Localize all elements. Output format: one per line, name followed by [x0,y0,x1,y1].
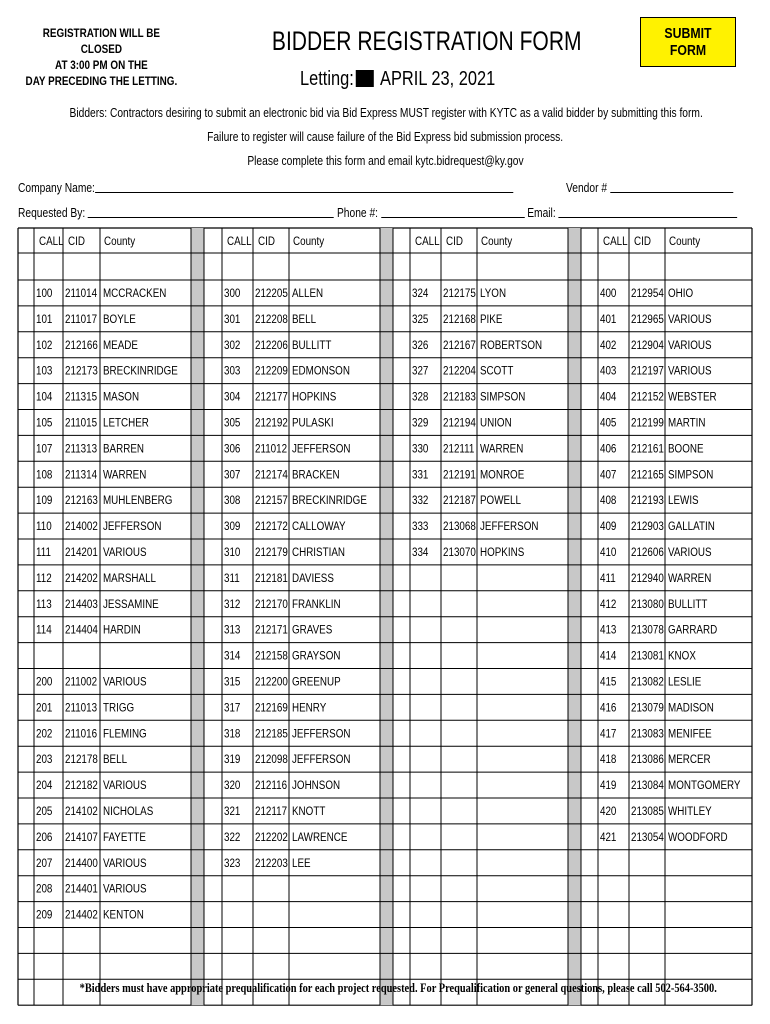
column-header-cid: CID [68,235,85,249]
closing-notice-line: DAY PRECEDING THE LETTING. [25,76,178,88]
column-header-county: County [104,235,136,249]
call-number: 408 [600,494,617,508]
county-name: MADISON [668,701,714,715]
cid-number: 213054 [631,831,664,845]
call-number: 404 [600,390,617,404]
cid-number: 212177 [255,390,288,404]
cid-number: 212116 [255,779,288,793]
call-number: 419 [600,779,617,793]
county-name: BRACKEN [292,468,340,482]
cid-number: 214402 [65,908,98,922]
cid-number: 212165 [631,468,664,482]
cid-number: 212204 [443,364,476,378]
county-name: CALLOWAY [292,520,346,534]
county-name: HARDIN [103,623,141,637]
county-name: DAVIESS [292,572,334,586]
cid-number: 214401 [65,882,98,896]
county-name: BRECKINRIDGE [103,364,178,378]
column-header-call: CALL [415,235,440,249]
county-name: MERCER [668,753,711,767]
cid-number: 212606 [631,546,664,560]
county-name: ROBERTSON [480,338,543,353]
call-number: 329 [412,416,429,430]
cid-number: 212203 [255,856,288,871]
cid-number: 212170 [255,597,288,612]
county-name: WARREN [103,468,147,482]
county-name: WARREN [668,572,712,586]
prequalification-note-text: *Bidders must have appropriate prequalification for each project requested. For Prequalification or general questions, please call 502-564-3500. [79,980,717,995]
cid-number: 214201 [65,546,98,560]
column-header-call: CALL [227,235,252,249]
cid-number: 212202 [255,831,288,845]
cid-number: 213070 [443,546,476,560]
call-number: 203 [36,753,53,767]
county-name: WHITLEY [668,805,712,819]
company-name-label: Company Name: [18,181,95,195]
column-header-call: CALL [39,235,64,249]
call-number: 101 [36,313,53,327]
cid-number: 211016 [65,727,98,741]
call-number: 114 [36,623,52,637]
county-name: GRAYSON [292,649,341,663]
county-name: KENTON [103,908,144,922]
call-number: 308 [224,494,241,508]
cid-number: 213078 [631,623,664,637]
call-number: 113 [36,597,52,612]
county-name: WOODFORD [668,831,728,845]
county-name: JEFFERSON [292,753,351,767]
column-header-call: CALL [603,235,628,249]
county-name: BARREN [103,442,144,456]
cid-number: 211017 [65,313,98,327]
instructions-text: Bidders: Contractors desiring to submit an electronic bid via Bid Express MUST register with KYTC as a valid bidder by submitting this form. [69,106,703,120]
call-number: 304 [224,390,241,404]
call-number: 107 [36,442,53,456]
cid-number: 212168 [443,313,476,327]
county-name: HOPKINS [480,546,525,560]
vendor-number-label: Vendor # [566,181,608,195]
county-name: LESLIE [668,675,702,689]
cid-number: 214403 [65,597,98,612]
cid-number: 213083 [631,727,664,741]
county-name: BRECKINRIDGE [292,494,367,508]
county-name: VARIOUS [668,338,712,353]
requested-by-label: Requested By: [18,206,86,220]
call-number: 313 [224,623,241,637]
call-number: 314 [224,649,241,663]
county-name: VARIOUS [668,546,712,560]
call-number: 328 [412,390,429,404]
cid-number: 212192 [255,416,288,430]
call-number: 411 [600,572,616,586]
county-name: GALLATIN [668,520,715,534]
call-number: 104 [36,390,53,404]
cid-number: 213081 [631,649,664,663]
county-name: SIMPSON [480,390,526,404]
call-number: 302 [224,338,241,353]
county-name: EDMONSON [292,364,350,378]
county-name: LETCHER [103,416,149,430]
call-number: 417 [600,727,617,741]
cid-number: 212904 [631,338,664,353]
cid-number: 214202 [65,572,98,586]
cid-number: 212208 [255,313,288,327]
cid-number: 213085 [631,805,664,819]
cid-number: 212199 [631,416,664,430]
county-name: FLEMING [103,727,147,741]
county-name: JEFFERSON [292,442,351,456]
cid-number: 212111 [443,442,475,456]
call-number: 100 [36,287,53,301]
call-number: 403 [600,364,617,378]
call-number: 317 [224,701,241,715]
call-number: 321 [224,805,241,819]
call-number: 303 [224,364,241,378]
county-name: NICHOLAS [103,805,154,819]
county-name: ALLEN [292,287,324,301]
call-number: 207 [36,856,53,871]
call-number: 421 [600,831,617,845]
county-name: GRAVES [292,623,333,637]
column-header-county: County [481,235,513,249]
column-header-county: County [669,235,701,249]
closing-notice-line: AT 3:00 PM ON THE [55,60,148,72]
instructions-text: Please complete this form and email kytc.bidrequest@ky.gov [246,154,524,168]
county-name: HOPKINS [292,390,337,404]
letting-date: APRIL 23, 2021 [380,68,496,90]
cid-number: 213080 [631,597,664,612]
cid-number: 212172 [255,520,288,534]
prequalification-note [0,980,770,996]
cid-number: 212185 [255,727,288,741]
cid-number: 212173 [65,364,98,378]
county-name: MUHLENBERG [103,494,173,508]
call-number: 112 [36,572,52,586]
cid-number: 212954 [631,287,664,301]
call-number: 200 [36,675,53,689]
call-number: 110 [36,520,52,534]
cid-number: 212158 [255,649,288,663]
county-name: WEBSTER [668,390,717,404]
county-name: JESSAMINE [103,597,159,612]
call-number: 420 [600,805,617,819]
call-number: 320 [224,779,241,793]
call-number: 311 [224,572,240,586]
cid-number: 212193 [631,494,664,508]
county-name: VARIOUS [103,675,147,689]
call-number: 402 [600,338,617,353]
county-name: VARIOUS [668,364,712,378]
cid-number: 211313 [65,442,98,456]
call-number: 111 [36,546,51,560]
cid-number: 212167 [443,338,476,353]
call-number: 412 [600,597,617,612]
call-number: 306 [224,442,241,456]
cid-number: 213082 [631,675,664,689]
county-name: POWELL [480,494,521,508]
cid-number: 213068 [443,520,476,534]
call-number: 400 [600,287,617,301]
call-number: 103 [36,364,53,378]
call-number: 322 [224,831,241,845]
cid-number: 212157 [255,494,288,508]
closing-notice-line: REGISTRATION WILL BE CLOSED [42,28,161,56]
call-number: 305 [224,416,241,430]
call-number: 416 [600,701,617,715]
county-name: BOYLE [103,313,136,327]
call-number: 407 [600,468,617,482]
cid-number: 211002 [65,675,98,689]
call-number: 319 [224,753,241,767]
county-name: LEE [292,856,311,871]
county-name: PIKE [480,313,503,327]
county-name: LYON [480,287,507,301]
call-number: 325 [412,313,429,327]
cid-number: 212171 [255,623,288,637]
instructions-text: Failure to register will cause failure of the Bid Express bid submission process. [206,130,564,144]
call-number: 102 [36,338,53,353]
call-number: 323 [224,856,241,871]
cid-number: 212178 [65,753,98,767]
call-number: 105 [36,416,53,430]
cid-number: 211013 [65,701,98,715]
cid-number: 212183 [443,390,476,404]
cid-number: 212179 [255,546,288,560]
cid-number: 212903 [631,520,664,534]
cid-number: 212182 [65,779,98,793]
call-number: 300 [224,287,241,301]
county-name: TRIGG [103,701,135,715]
page-title: BIDDER REGISTRATION FORM [271,26,582,56]
cid-number: 214107 [65,831,98,845]
call-number: 307 [224,468,241,482]
call-number: 405 [600,416,617,430]
call-number: 201 [36,701,53,715]
call-number: 204 [36,779,53,793]
call-number: 209 [36,908,53,922]
call-number: 206 [36,831,53,845]
cid-number: 212152 [631,390,664,404]
cid-number: 211015 [65,416,98,430]
county-name: VARIOUS [103,779,147,793]
county-name: JEFFERSON [103,520,162,534]
call-number: 301 [224,313,241,327]
cid-number: 214002 [65,520,98,534]
cid-number: 212174 [255,468,288,482]
cid-number: 212187 [443,494,476,508]
call-number: 327 [412,364,429,378]
call-number: 331 [412,468,429,482]
county-name: KNOX [668,649,696,663]
cid-number: 211014 [65,287,98,301]
county-name: VARIOUS [103,856,147,871]
cid-number: 211315 [65,390,98,404]
county-name: BELL [103,753,128,767]
call-number: 410 [600,546,617,560]
county-name: MCCRACKEN [103,287,167,301]
county-name: JEFFERSON [480,520,539,534]
call-number: 413 [600,623,617,637]
county-name: PULASKI [292,416,334,430]
county-name: LEWIS [668,494,699,508]
county-name: CHRISTIAN [292,546,346,560]
county-name: SIMPSON [668,468,714,482]
county-name: MARTIN [668,416,706,430]
call-number: 401 [600,313,617,327]
call-number: 309 [224,520,241,534]
call-number: 333 [412,520,429,534]
cid-number: 212194 [443,416,476,430]
cid-number: 213079 [631,701,664,715]
cid-number: 213086 [631,753,664,767]
county-name: WARREN [480,442,524,456]
cid-number: 213084 [631,779,664,793]
county-name: MEADE [103,338,138,353]
cid-number: 212197 [631,364,664,378]
call-number: 108 [36,468,53,482]
cid-number: 212117 [255,805,288,819]
cid-number: 211012 [255,442,288,456]
county-name: KNOTT [292,805,326,819]
county-name: FAYETTE [103,831,147,845]
call-number: 318 [224,727,241,741]
call-number: 109 [36,494,53,508]
call-number: 334 [412,546,429,560]
call-number: 310 [224,546,241,560]
cid-number: 211314 [65,468,98,482]
county-name: JOHNSON [292,779,341,793]
cid-number: 212209 [255,364,288,378]
county-name: OHIO [668,287,694,301]
cid-number: 214102 [65,805,98,819]
cid-number: 212206 [255,338,288,353]
county-name: FRANKLIN [292,597,341,612]
cid-number: 212965 [631,313,664,327]
county-name: VARIOUS [668,313,712,327]
county-name: HENRY [292,701,327,715]
cid-number: 212191 [443,468,476,482]
call-number: 330 [412,442,429,456]
call-number: 312 [224,597,241,612]
cid-number: 212169 [255,701,288,715]
county-name: MASON [103,390,140,404]
letting-label: Letting: [300,68,354,90]
column-header-county: County [293,235,325,249]
county-name: GREENUP [292,675,341,689]
call-number: 315 [224,675,241,689]
county-name: MARSHALL [103,572,157,586]
email-label: Email: [527,206,556,220]
county-name: VARIOUS [103,882,147,896]
cid-number: 212181 [255,572,288,586]
county-name: UNION [480,416,512,430]
column-header-cid: CID [446,235,463,249]
county-name: GARRARD [668,623,718,637]
call-number: 414 [600,649,617,663]
call-number: 418 [600,753,617,767]
cid-number: 212200 [255,675,288,689]
call-number: 324 [412,287,429,301]
county-name: VARIOUS [103,546,147,560]
cid-number: 212175 [443,287,476,301]
county-name: MONROE [480,468,525,482]
county-name: MENIFEE [668,727,712,741]
column-header-cid: CID [258,235,275,249]
cid-number: 212098 [255,753,288,767]
county-name: BULLITT [668,597,708,612]
county-name: SCOTT [480,364,514,378]
call-number: 332 [412,494,429,508]
county-name: BOONE [668,442,704,456]
call-number: 409 [600,520,617,534]
phone-label: Phone #: [336,206,378,220]
cid-number: 212940 [631,572,664,586]
call-number: 202 [36,727,53,741]
county-name: MONTGOMERY [668,779,741,793]
submit-form-label: SUBMIT FORM [664,25,712,59]
column-header-cid: CID [634,235,651,249]
county-name: BELL [292,313,317,327]
call-number: 326 [412,338,429,353]
county-name: BULLITT [292,338,332,353]
cid-number: 212163 [65,494,98,508]
call-number: 406 [600,442,617,456]
cid-number: 212161 [631,442,664,456]
county-name: LAWRENCE [292,831,348,845]
cid-number: 212166 [65,338,98,353]
cid-number: 214400 [65,856,98,871]
call-number: 415 [600,675,617,689]
county-name: JEFFERSON [292,727,351,741]
call-number: 208 [36,882,53,896]
cid-number: 212205 [255,287,288,301]
call-number: 205 [36,805,53,819]
cid-number: 214404 [65,623,98,637]
